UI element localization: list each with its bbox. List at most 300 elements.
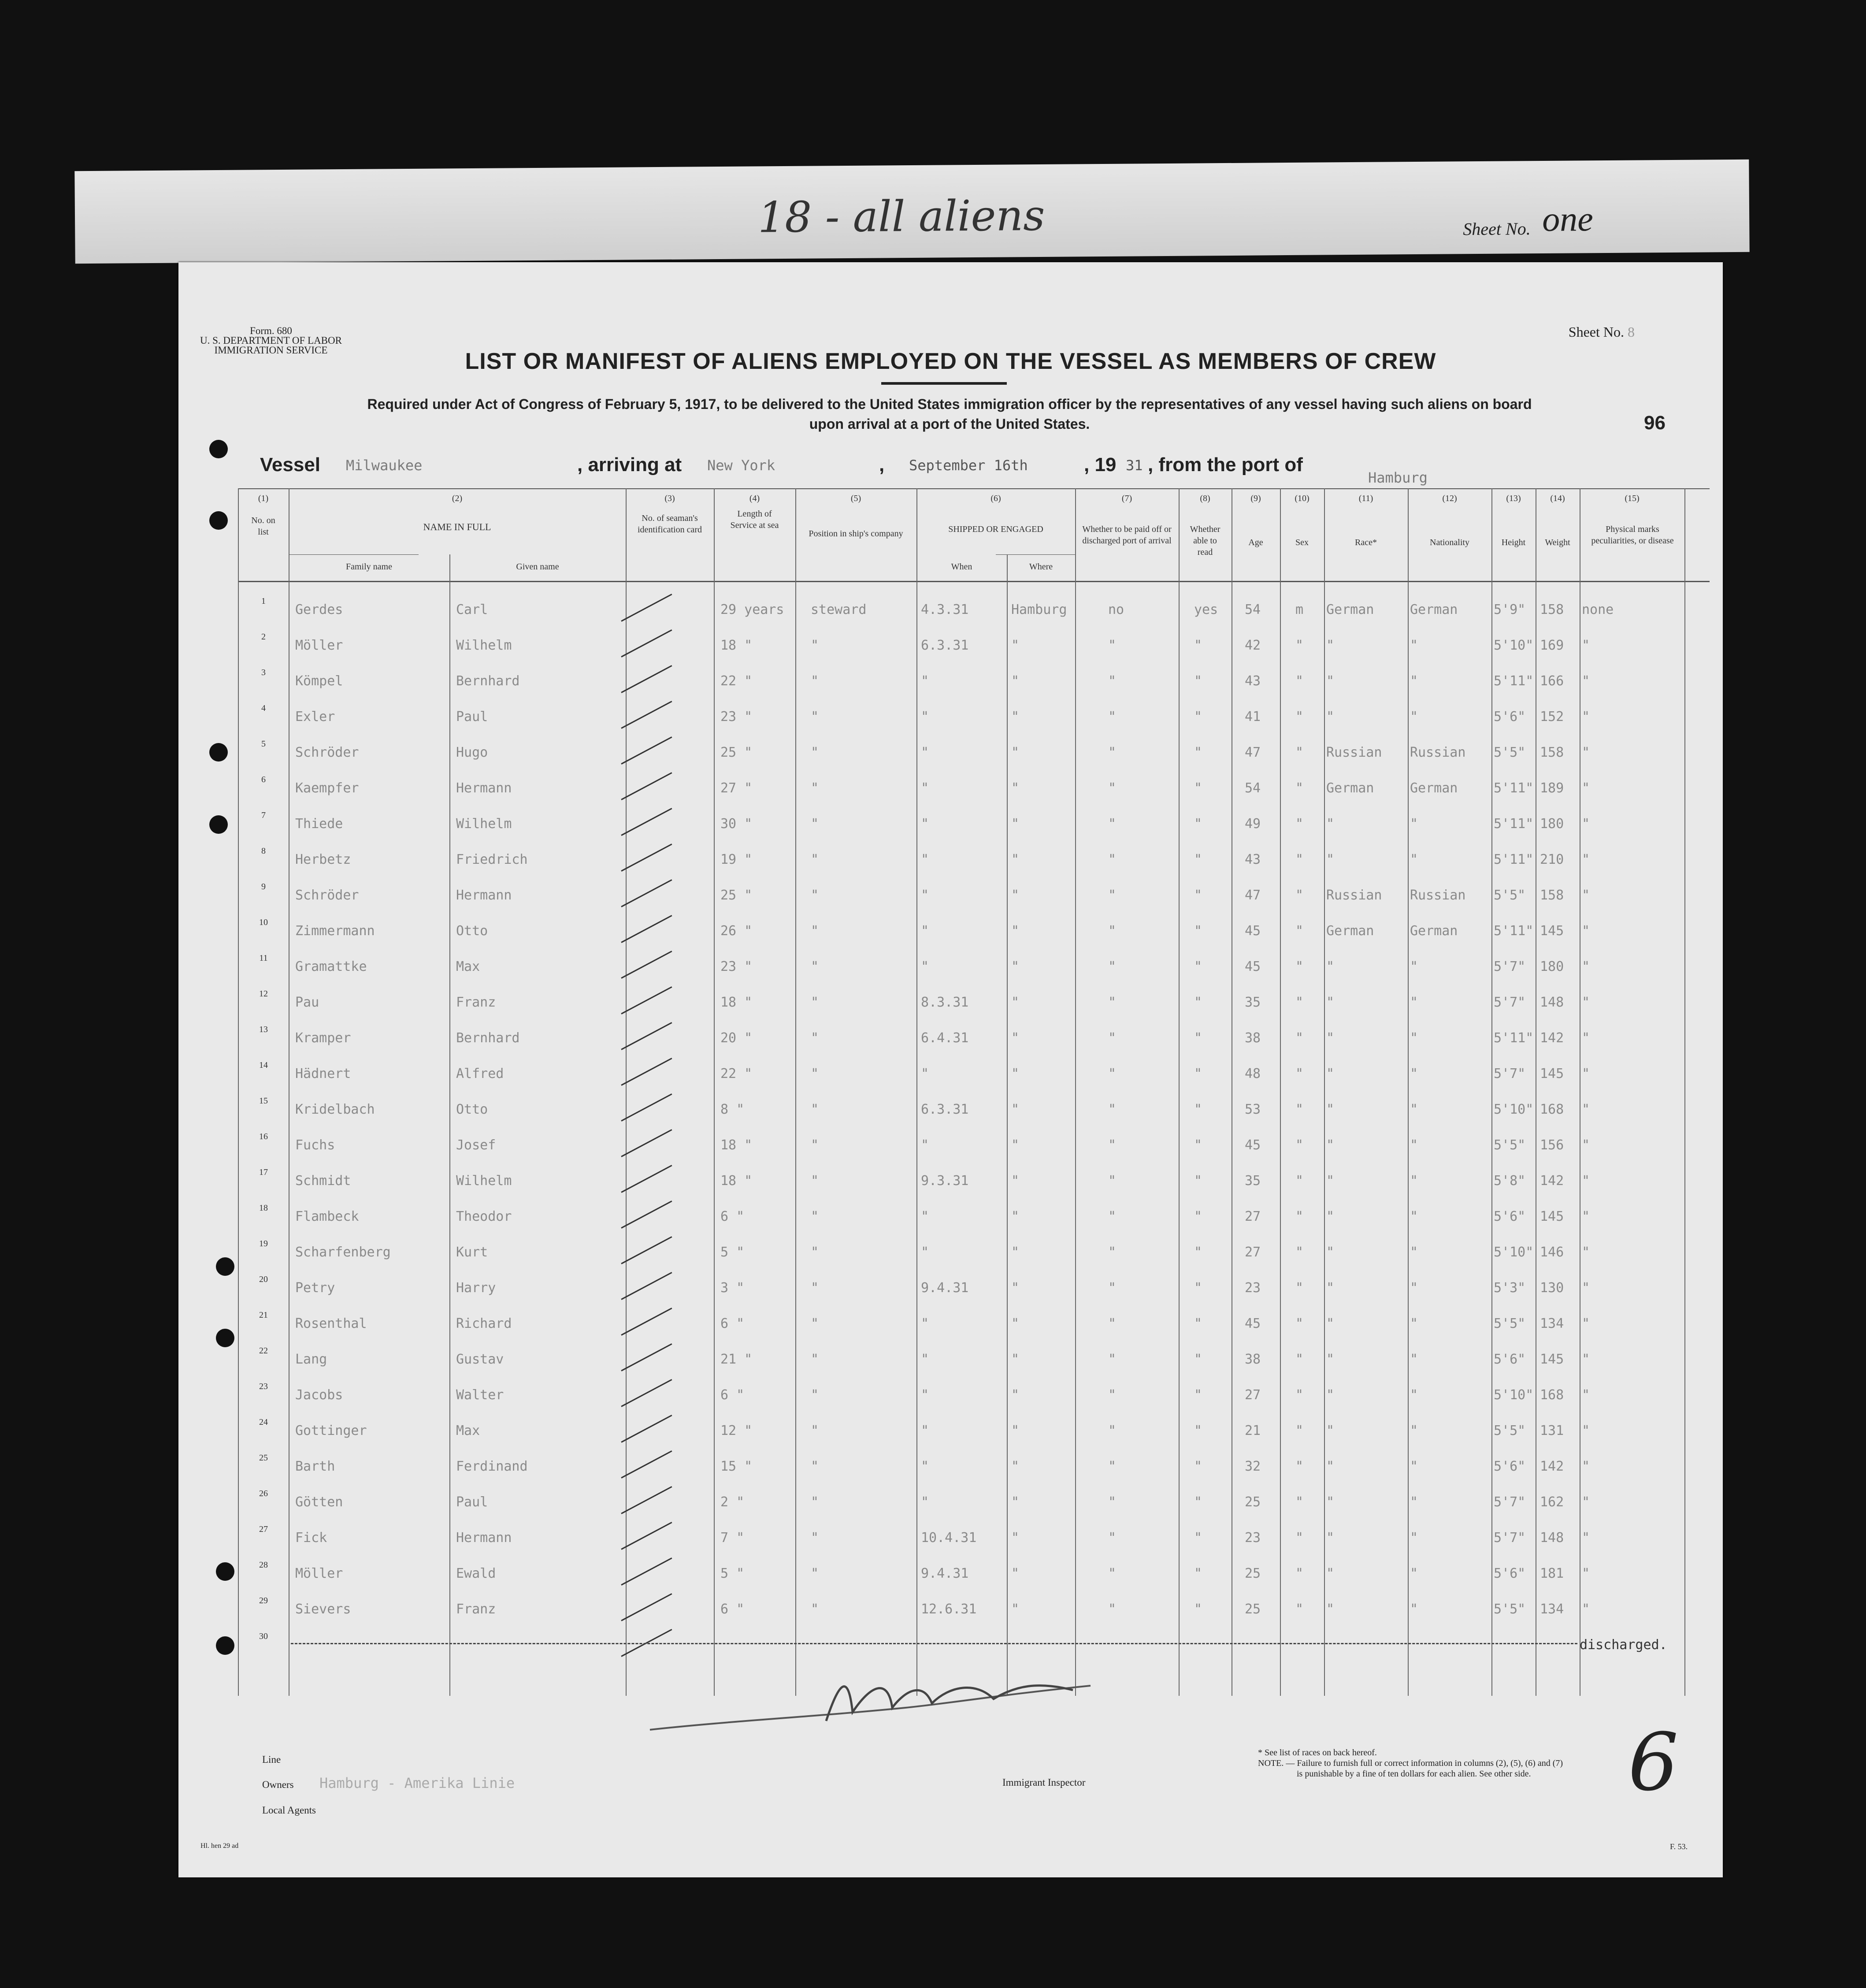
check-mark [621, 701, 672, 729]
cell-read: " [1194, 1423, 1202, 1438]
row-number: 6 [261, 775, 266, 784]
cell-family: Flambeck [295, 1209, 359, 1224]
cell-position: steward [811, 602, 867, 617]
cell-read: " [1194, 1137, 1202, 1153]
cell-when: " [921, 1459, 929, 1474]
cell-service: 6 " [720, 1209, 745, 1224]
cell-position: " [811, 1352, 819, 1367]
cell-height: 5'5" [1494, 1602, 1526, 1617]
cell-race: " [1326, 1566, 1335, 1581]
table-top-rule [238, 488, 1710, 489]
line-label: Line [262, 1754, 281, 1765]
cell-race: " [1326, 1173, 1335, 1189]
cell-marks: " [1582, 1030, 1590, 1046]
cell-family: Götten [295, 1494, 343, 1510]
cell-family: Thiede [295, 816, 343, 832]
cell-where: " [1011, 923, 1020, 939]
cell-sex: " [1295, 995, 1304, 1010]
cell-nat: " [1410, 1137, 1418, 1153]
cell-given: Hermann [456, 888, 512, 903]
cell-family: Gramattke [295, 959, 367, 974]
cell-where: " [1011, 745, 1020, 760]
cell-paid: " [1108, 709, 1117, 725]
vessel-label: Vessel [260, 454, 321, 476]
cell-service: 29 years [720, 602, 784, 617]
cell-height: 5'6" [1494, 1209, 1526, 1224]
cell-race: " [1326, 1030, 1335, 1046]
header-paid-off: Whether to be paid off or discharged port of arrival [1082, 524, 1172, 546]
cell-age: 23 [1245, 1530, 1261, 1546]
cell-position: " [811, 1102, 819, 1117]
year-suffix: 31 [1126, 457, 1143, 474]
cell-position: " [811, 888, 819, 903]
cell-where: " [1011, 816, 1020, 832]
cell-race: " [1326, 1102, 1335, 1117]
check-mark [621, 1379, 672, 1407]
header-nationality: Nationality [1430, 538, 1469, 547]
cell-marks: " [1582, 888, 1590, 903]
colnum-6: (6) [991, 494, 1001, 503]
row-number: 21 [259, 1310, 268, 1320]
cell-family: Pau [295, 995, 319, 1010]
cell-position: " [811, 1245, 819, 1260]
row-number: 7 [261, 810, 266, 820]
cell-nat: " [1410, 1102, 1418, 1117]
cell-age: 47 [1245, 745, 1261, 760]
row-number: 2 [261, 632, 266, 642]
cell-marks: " [1582, 1602, 1590, 1617]
cell-nat: " [1410, 638, 1418, 653]
cell-paid: no [1108, 602, 1124, 617]
cell-paid: " [1108, 816, 1117, 832]
cell-read: " [1194, 1245, 1202, 1260]
cell-weight: 210 [1540, 852, 1564, 867]
cell-paid: " [1108, 1530, 1117, 1546]
sheet-value: 8 [1628, 324, 1635, 340]
service-name: IMMIGRATION SERVICE [214, 345, 328, 356]
cell-where: " [1011, 852, 1020, 867]
header-where: Where [1029, 562, 1053, 572]
col-rule-7 [1007, 554, 1008, 1696]
cell-when: " [921, 1387, 929, 1403]
cell-when: " [921, 1209, 929, 1224]
punch-hole [209, 815, 228, 834]
cell-age: 21 [1245, 1423, 1261, 1438]
punch-hole [209, 511, 228, 530]
cell-race: Russian [1326, 888, 1382, 903]
row-number: 26 [259, 1489, 268, 1498]
colnum-9: (9) [1250, 494, 1261, 503]
cell-family: Kaempfer [295, 780, 359, 796]
cell-service: 3 " [720, 1280, 745, 1296]
cell-age: 48 [1245, 1066, 1261, 1081]
cell-position: " [811, 1066, 819, 1081]
cell-read: " [1194, 1280, 1202, 1296]
col-rule-8 [1075, 488, 1076, 1696]
cell-where: " [1011, 709, 1020, 725]
cell-age: 47 [1245, 888, 1261, 903]
colnum-10: (10) [1295, 494, 1310, 503]
cell-read: " [1194, 1102, 1202, 1117]
col-rule-3 [626, 488, 627, 1696]
cell-race: " [1326, 816, 1335, 832]
cell-marks: " [1582, 816, 1590, 832]
cell-family: Gerdes [295, 602, 343, 617]
cell-given: Otto [456, 923, 488, 939]
subtitle-line-2: upon arrival at a port of the United States. [809, 416, 1090, 432]
cell-paid: " [1108, 888, 1117, 903]
cell-height: 5'7" [1494, 1530, 1526, 1546]
cell-paid: " [1108, 1280, 1117, 1296]
cell-nat: " [1410, 1316, 1418, 1331]
cell-when: 10.4.31 [921, 1530, 977, 1546]
cell-where: Hamburg [1011, 602, 1067, 617]
form-number: Form. 680 [250, 325, 292, 336]
cell-sex: " [1295, 1566, 1304, 1581]
cell-marks: " [1582, 1173, 1590, 1189]
title-underline [881, 382, 1007, 385]
cell-read: " [1194, 1566, 1202, 1581]
cell-race: " [1326, 1245, 1335, 1260]
cell-nat: " [1410, 1280, 1418, 1296]
cell-height: 5'5" [1494, 1137, 1526, 1153]
cell-height: 5'6" [1494, 1459, 1526, 1474]
page-number: 96 [1644, 412, 1666, 434]
cell-paid: " [1108, 1137, 1117, 1153]
cell-when: 12.6.31 [921, 1602, 977, 1617]
cell-given: Wilhelm [456, 1173, 512, 1189]
cell-age: 35 [1245, 995, 1261, 1010]
cell-where: " [1011, 1566, 1020, 1581]
cell-age: 25 [1245, 1494, 1261, 1510]
cell-when: 8.3.31 [921, 995, 969, 1010]
cell-when: " [921, 1245, 929, 1260]
cell-family: Petry [295, 1280, 335, 1296]
cell-nat: " [1410, 995, 1418, 1010]
cell-service: 23 " [720, 959, 753, 974]
cell-position: " [811, 1423, 819, 1438]
cell-read: yes [1194, 602, 1218, 617]
check-mark [621, 1129, 672, 1157]
cell-marks: " [1582, 1494, 1590, 1510]
check-mark [621, 1415, 672, 1443]
cell-weight: 158 [1540, 602, 1564, 617]
cell-marks: " [1582, 1530, 1590, 1546]
cell-age: 45 [1245, 959, 1261, 974]
cell-marks: none [1582, 602, 1614, 617]
cell-marks: " [1582, 995, 1590, 1010]
from-port: Hamburg [1368, 469, 1428, 486]
cell-family: Hädnert [295, 1066, 351, 1081]
cell-race: " [1326, 1423, 1335, 1438]
cell-nat: " [1410, 1209, 1418, 1224]
punch-hole [216, 1257, 234, 1276]
cell-position: " [811, 1566, 819, 1581]
cell-where: " [1011, 673, 1020, 689]
comma-separator: , [879, 454, 885, 476]
check-mark [621, 1093, 672, 1122]
cell-position: " [811, 1459, 819, 1474]
cell-paid: " [1108, 673, 1117, 689]
cell-race: " [1326, 959, 1335, 974]
cell-sex: " [1295, 1423, 1304, 1438]
cell-nat: " [1410, 1352, 1418, 1367]
cell-paid: " [1108, 1459, 1117, 1474]
cell-age: 25 [1245, 1566, 1261, 1581]
col-rule-9 [1179, 488, 1180, 1696]
punch-hole [209, 440, 228, 458]
cell-weight: 134 [1540, 1316, 1564, 1331]
check-mark [621, 951, 672, 979]
cell-marks: " [1582, 959, 1590, 974]
cell-age: 49 [1245, 816, 1261, 832]
cell-family: Schröder [295, 888, 359, 903]
check-mark [621, 772, 672, 800]
cell-family: Herbetz [295, 852, 351, 867]
row-number: 16 [259, 1132, 268, 1141]
cell-paid: " [1108, 1316, 1117, 1331]
cell-nat: " [1410, 816, 1418, 832]
cell-service: 25 " [720, 745, 753, 760]
check-mark [621, 665, 672, 693]
cell-weight: 180 [1540, 959, 1564, 974]
cell-height: 5'6" [1494, 1352, 1526, 1367]
cell-paid: " [1108, 1173, 1117, 1189]
footer-notes [1258, 1747, 1602, 1779]
cell-height: 5'11" [1494, 816, 1534, 832]
cell-where: " [1011, 1530, 1020, 1546]
cell-when: " [921, 1137, 929, 1153]
cell-height: 5'5" [1494, 1316, 1526, 1331]
cell-given: Paul [456, 1494, 488, 1510]
cell-race: " [1326, 1316, 1335, 1331]
cell-position: " [811, 1494, 819, 1510]
fine-note-2: is punishable by a fine of ten dollars for each alien. See other side. [1297, 1769, 1531, 1779]
cell-marks: " [1582, 780, 1590, 796]
cell-service: 23 " [720, 709, 753, 725]
cell-position: " [811, 673, 819, 689]
cell-weight: 166 [1540, 673, 1564, 689]
check-mark [621, 736, 672, 765]
cell-when: " [921, 1352, 929, 1367]
col-rule-13 [1408, 488, 1409, 1696]
cell-given: Hermann [456, 1530, 512, 1546]
cell-marks: " [1582, 1280, 1590, 1296]
cell-given: Max [456, 959, 480, 974]
cell-marks: " [1582, 638, 1590, 653]
row-number: 18 [259, 1203, 268, 1213]
cell-age: 53 [1245, 1102, 1261, 1117]
cell-given: Theodor [456, 1209, 512, 1224]
cell-given: Franz [456, 1602, 496, 1617]
cell-marks: " [1582, 1459, 1590, 1474]
cell-read: " [1194, 638, 1202, 653]
cell-where: " [1011, 1030, 1020, 1046]
cell-position: " [811, 1137, 819, 1153]
cell-service: 18 " [720, 1137, 753, 1153]
cell-when: 6.4.31 [921, 1030, 969, 1046]
cell-sex: " [1295, 745, 1304, 760]
colnum-3: (3) [664, 494, 675, 503]
cell-weight: 145 [1540, 1066, 1564, 1081]
cell-when: " [921, 1316, 929, 1331]
cell-age: 25 [1245, 1602, 1261, 1617]
row-number: 5 [261, 739, 266, 749]
cell-sex: " [1295, 1352, 1304, 1367]
header-race: Race* [1355, 538, 1377, 547]
row-number: 28 [259, 1560, 268, 1570]
cell-marks: " [1582, 1566, 1590, 1581]
row-number: 1 [261, 596, 266, 606]
cell-sex: " [1295, 1280, 1304, 1296]
cell-nat: Russian [1410, 745, 1466, 760]
cell-weight: 145 [1540, 1209, 1564, 1224]
cell-position: " [811, 816, 819, 832]
cell-weight: 148 [1540, 995, 1564, 1010]
handwritten-number: 6 [1628, 1717, 1679, 1809]
cell-given: Ferdinand [456, 1459, 528, 1474]
cell-nat: " [1410, 1387, 1418, 1403]
cell-position: " [811, 923, 819, 939]
cell-given: Wilhelm [456, 816, 512, 832]
cell-read: " [1194, 959, 1202, 974]
cell-when: " [921, 709, 929, 725]
col-rule-11 [1280, 488, 1281, 1696]
discharged-strike-line [291, 1643, 1577, 1644]
cell-sex: m [1295, 602, 1304, 617]
cell-family: Gottinger [295, 1423, 367, 1438]
row-number: 24 [259, 1417, 268, 1427]
cell-weight: 142 [1540, 1459, 1564, 1474]
check-mark [621, 1522, 672, 1550]
cell-read: " [1194, 852, 1202, 867]
cell-where: " [1011, 1602, 1020, 1617]
cell-height: 5'7" [1494, 1066, 1526, 1081]
cell-family: Kömpel [295, 673, 343, 689]
cell-service: 6 " [720, 1387, 745, 1403]
cell-paid: " [1108, 1352, 1117, 1367]
cell-height: 5'10" [1494, 1387, 1534, 1403]
check-mark [621, 986, 672, 1014]
cell-marks: " [1582, 1316, 1590, 1331]
cell-service: 22 " [720, 1066, 753, 1081]
cell-service: 18 " [720, 1173, 753, 1189]
cell-service: 27 " [720, 780, 753, 796]
colnum-13: (13) [1506, 494, 1521, 503]
cell-position: " [811, 1316, 819, 1331]
cell-where: " [1011, 1102, 1020, 1117]
cell-paid: " [1108, 1423, 1117, 1438]
cell-position: " [811, 709, 819, 725]
cell-given: Ewald [456, 1566, 496, 1581]
cell-read: " [1194, 1316, 1202, 1331]
cell-nat: " [1410, 673, 1418, 689]
cell-read: " [1194, 745, 1202, 760]
cell-nat: " [1410, 1530, 1418, 1546]
cell-paid: " [1108, 1566, 1117, 1581]
cell-nat: " [1410, 1173, 1418, 1189]
check-mark [621, 844, 672, 872]
cell-where: " [1011, 1423, 1020, 1438]
cell-when: 9.4.31 [921, 1280, 969, 1296]
check-mark [621, 594, 672, 622]
punch-hole [209, 743, 228, 762]
cell-height: 5'10" [1494, 1245, 1534, 1260]
inspector-label: Immigrant Inspector [1002, 1777, 1086, 1788]
cell-sex: " [1295, 1066, 1304, 1081]
cell-read: " [1194, 1173, 1202, 1189]
cell-race: " [1326, 1494, 1335, 1510]
cell-read: " [1194, 780, 1202, 796]
cell-where: " [1011, 1137, 1020, 1153]
cell-when: 6.3.31 [921, 1102, 969, 1117]
cell-marks: " [1582, 1066, 1590, 1081]
back-sheet-label: Sheet No. [1463, 219, 1531, 239]
cell-position: " [811, 1280, 819, 1296]
arriving-port: New York [707, 457, 775, 474]
cell-given: Paul [456, 709, 488, 725]
header-family-name: Family name [346, 562, 392, 572]
header-weight: Weight [1545, 538, 1570, 547]
cell-service: 7 " [720, 1530, 745, 1546]
cell-age: 27 [1245, 1387, 1261, 1403]
cell-sex: " [1295, 852, 1304, 867]
check-mark [621, 1557, 672, 1586]
cell-nat: " [1410, 1602, 1418, 1617]
cell-family: Lang [295, 1352, 327, 1367]
cell-service: 20 " [720, 1030, 753, 1046]
cell-marks: " [1582, 852, 1590, 867]
inspector-signature [641, 1646, 1104, 1743]
cell-race: " [1326, 638, 1335, 653]
cell-marks: " [1582, 1387, 1590, 1403]
race-note: * See list of races on back hereof. [1258, 1748, 1377, 1758]
cell-marks: " [1582, 709, 1590, 725]
row-number: 13 [259, 1025, 268, 1034]
check-mark [621, 1022, 672, 1050]
cell-marks: " [1582, 1209, 1590, 1224]
cell-weight: 168 [1540, 1102, 1564, 1117]
cell-race: " [1326, 1459, 1335, 1474]
cell-race: " [1326, 1066, 1335, 1081]
cell-given: Gustav [456, 1352, 504, 1367]
sheet-number [1569, 324, 1635, 340]
row-number: 22 [259, 1346, 268, 1356]
cell-given: Walter [456, 1387, 504, 1403]
cell-service: 25 " [720, 888, 753, 903]
cell-service: 6 " [720, 1602, 745, 1617]
cell-race: Russian [1326, 745, 1382, 760]
cell-where: " [1011, 995, 1020, 1010]
cell-sex: " [1295, 959, 1304, 974]
cell-service: 12 " [720, 1423, 753, 1438]
cell-when: " [921, 923, 929, 939]
row-number: 15 [259, 1096, 268, 1106]
row-number: 19 [259, 1239, 268, 1249]
cell-weight: 162 [1540, 1494, 1564, 1510]
cell-when: " [921, 1066, 929, 1081]
cell-family: Schmidt [295, 1173, 351, 1189]
cell-position: " [811, 995, 819, 1010]
check-mark [621, 1058, 672, 1086]
cell-weight: 134 [1540, 1602, 1564, 1617]
check-mark [621, 1450, 672, 1479]
cell-race: " [1326, 1209, 1335, 1224]
check-mark [621, 1272, 672, 1300]
cell-paid: " [1108, 1245, 1117, 1260]
cell-family: Möller [295, 638, 343, 653]
cell-where: " [1011, 1245, 1020, 1260]
